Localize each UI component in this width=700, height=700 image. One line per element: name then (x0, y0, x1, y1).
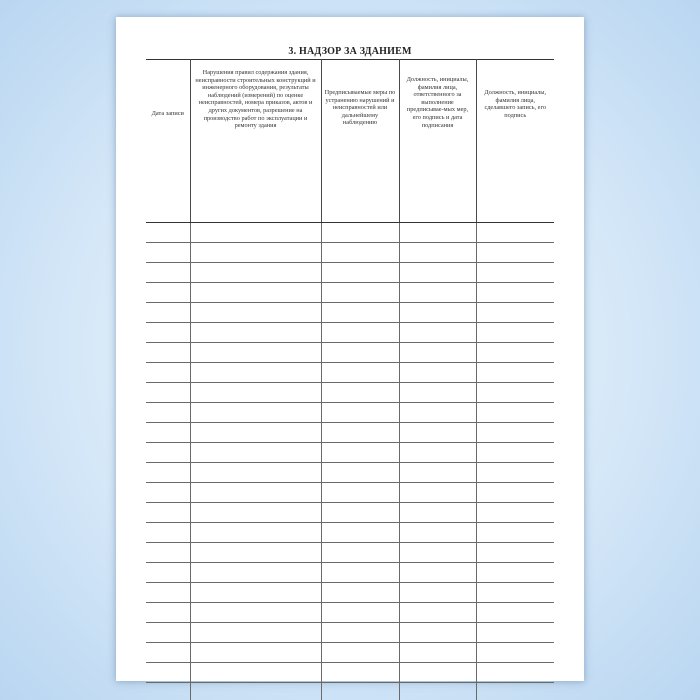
table-cell (476, 603, 554, 623)
table-cell (399, 343, 476, 363)
table-cell (399, 363, 476, 383)
table-cell (321, 323, 399, 343)
table-cell (399, 243, 476, 263)
table-cell (399, 443, 476, 463)
column-header-label: Дата записи (151, 110, 184, 117)
table-cell (190, 603, 321, 623)
table-cell (146, 243, 190, 263)
column-header-author (476, 60, 554, 223)
table-cell (190, 663, 321, 683)
table-cell (321, 523, 399, 543)
table-cell (190, 643, 321, 663)
table-cell (399, 423, 476, 443)
table-cell (399, 623, 476, 643)
table-cell (146, 623, 190, 643)
table-cell (321, 563, 399, 583)
table-row (146, 643, 554, 663)
table-cell (146, 363, 190, 383)
table-row (146, 303, 554, 323)
table-cell (190, 463, 321, 483)
table-row (146, 283, 554, 303)
table-cell (146, 423, 190, 443)
table-row (146, 543, 554, 563)
supervision-log-table (146, 59, 554, 700)
table-row (146, 263, 554, 283)
table-cell (146, 543, 190, 563)
table-cell (321, 663, 399, 683)
table-cell (476, 223, 554, 243)
table-header-row (146, 60, 554, 223)
table-row (146, 483, 554, 503)
table-cell (146, 223, 190, 243)
table-cell (476, 483, 554, 503)
table-cell (321, 263, 399, 283)
table-cell (321, 623, 399, 643)
table-cell (190, 283, 321, 303)
table-cell (399, 663, 476, 683)
table-row (146, 583, 554, 603)
table-cell (476, 323, 554, 343)
column-header-violations (190, 60, 321, 223)
table-cell (321, 223, 399, 243)
table-cell (476, 523, 554, 543)
table-cell (190, 343, 321, 363)
table-cell (476, 463, 554, 483)
table-row (146, 383, 554, 403)
table-cell (190, 243, 321, 263)
table-row (146, 423, 554, 443)
table-cell (399, 603, 476, 623)
table-cell (399, 323, 476, 343)
table-cell (321, 243, 399, 263)
table-row (146, 463, 554, 483)
table-cell (399, 563, 476, 583)
table-cell (476, 643, 554, 663)
table-cell (146, 443, 190, 463)
table-cell (476, 383, 554, 403)
table-cell (476, 623, 554, 643)
table-row (146, 443, 554, 463)
section-title: 3. НАДЗОР ЗА ЗДАНИЕМ (288, 46, 412, 57)
table-row (146, 683, 554, 700)
table-cell (146, 383, 190, 403)
table-cell (146, 303, 190, 323)
table-cell (321, 423, 399, 443)
table-cell (321, 363, 399, 383)
table-row (146, 603, 554, 623)
column-header-label: Должность, инициалы, фамилия лица, сделавшего запись, его подпись (484, 89, 547, 119)
table-cell (399, 543, 476, 563)
table-cell (399, 583, 476, 603)
table-cell (146, 583, 190, 603)
table-cell (399, 303, 476, 323)
table-cell (146, 683, 190, 700)
table-cell (476, 243, 554, 263)
table-cell (476, 303, 554, 323)
table-cell (190, 443, 321, 463)
table-cell (190, 503, 321, 523)
table-cell (476, 583, 554, 603)
table-row (146, 343, 554, 363)
table-cell (190, 303, 321, 323)
table-cell (190, 423, 321, 443)
table-cell (321, 463, 399, 483)
table-cell (190, 223, 321, 243)
table-cell (146, 283, 190, 303)
table-cell (476, 663, 554, 683)
table-cell (190, 543, 321, 563)
table-cell (146, 603, 190, 623)
table-cell (399, 643, 476, 663)
table-cell (321, 443, 399, 463)
table-cell (190, 363, 321, 383)
table-cell (146, 403, 190, 423)
table-cell (399, 283, 476, 303)
table-cell (399, 383, 476, 403)
table-cell (321, 683, 399, 700)
table-cell (321, 303, 399, 323)
table-cell (476, 683, 554, 700)
document-page (116, 17, 584, 681)
table-cell (321, 603, 399, 623)
table-row (146, 223, 554, 243)
table-cell (190, 523, 321, 543)
column-header-date (146, 60, 190, 223)
table-cell (146, 503, 190, 523)
table-row (146, 243, 554, 263)
table-cell (399, 463, 476, 483)
column-header-responsible (399, 60, 476, 223)
table-cell (321, 503, 399, 523)
table-row (146, 403, 554, 423)
table-cell (476, 363, 554, 383)
table-cell (321, 343, 399, 363)
table-row (146, 623, 554, 643)
table-cell (321, 583, 399, 603)
table-row (146, 523, 554, 543)
table-cell (146, 263, 190, 283)
table-cell (476, 503, 554, 523)
table-cell (476, 563, 554, 583)
table-cell (190, 403, 321, 423)
table-cell (190, 263, 321, 283)
table-cell (476, 543, 554, 563)
table-cell (399, 523, 476, 543)
table-cell (399, 683, 476, 700)
table-cell (321, 403, 399, 423)
table-cell (146, 463, 190, 483)
table-row (146, 663, 554, 683)
table-cell (146, 663, 190, 683)
table-cell (146, 343, 190, 363)
table-cell (146, 483, 190, 503)
table-cell (190, 623, 321, 643)
table-cell (146, 523, 190, 543)
table-cell (399, 483, 476, 503)
table-cell (190, 483, 321, 503)
table-cell (190, 683, 321, 700)
table-cell (476, 403, 554, 423)
table-cell (146, 323, 190, 343)
table-row (146, 323, 554, 343)
table-cell (321, 643, 399, 663)
table-cell (190, 383, 321, 403)
table-cell (146, 563, 190, 583)
table-row (146, 363, 554, 383)
table-cell (190, 323, 321, 343)
table-cell (476, 343, 554, 363)
table-cell (321, 383, 399, 403)
column-header-measures (321, 60, 399, 223)
table-cell (399, 503, 476, 523)
table-row (146, 503, 554, 523)
table-cell (190, 563, 321, 583)
table-cell (399, 403, 476, 423)
table-cell (476, 283, 554, 303)
column-header-label: Нарушения правил содержания здания, неисправности строительных конструкций и инженерного оборудования, результаты наблюдений (измерений) по оценке неисправностей, номера приказов, актов и других документов, разрешение на производство работ по эксплуатации и ремонту здания (195, 69, 316, 130)
table-cell (321, 283, 399, 303)
table-cell (476, 423, 554, 443)
table-cell (399, 263, 476, 283)
table-cell (399, 223, 476, 243)
table-cell (476, 263, 554, 283)
table-cell (321, 543, 399, 563)
table-row (146, 563, 554, 583)
column-header-label: Должность, инициалы, фамилия лица, ответственного за выполнение предписывае-мых мер, его подпись и дата подписания (406, 76, 469, 129)
table-cell (146, 643, 190, 663)
table-cell (476, 443, 554, 463)
column-header-label: Предписываемые меры по устранению нарушений и неисправностей или дальнейшему наблюдению (324, 89, 396, 127)
table-cell (321, 483, 399, 503)
table-cell (190, 583, 321, 603)
